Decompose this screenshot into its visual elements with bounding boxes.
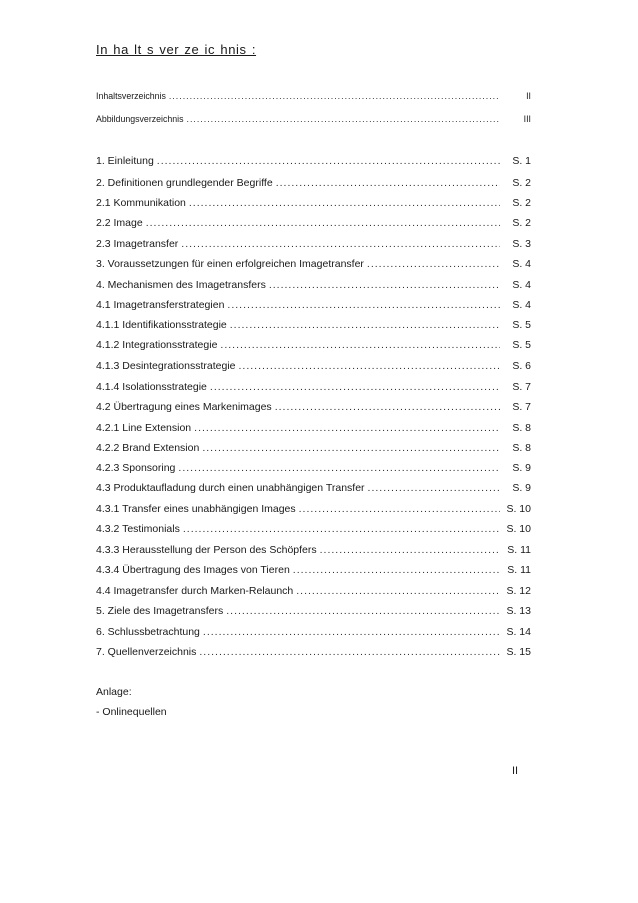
toc-page-number: S. 15	[506, 646, 531, 658]
toc-page-number: S. 2	[512, 217, 531, 229]
toc-label: 4.2.1 Line Extension	[96, 422, 192, 434]
toc-page-number: S. 13	[506, 605, 531, 617]
toc-label: 4.1.3 Desintegrationsstrategie	[96, 360, 236, 372]
toc-leader	[299, 502, 500, 516]
toc-row[interactable]	[96, 176, 531, 190]
toc-row[interactable]	[96, 645, 531, 659]
toc-leader	[276, 176, 500, 190]
toc-label: 7. Quellenverzeichnis	[96, 646, 197, 658]
toc-leader	[178, 461, 500, 475]
toc-leader	[183, 522, 500, 536]
toc-label: 4.1.2 Integrationsstrategie	[96, 339, 218, 351]
toc-leader	[203, 625, 500, 639]
toc-row[interactable]	[96, 196, 531, 210]
toc-page-number: S. 4	[512, 258, 531, 270]
toc-leader	[368, 481, 500, 495]
toc-label: 5. Ziele des Imagetransfers	[96, 605, 224, 617]
toc-page-number: S. 14	[506, 626, 531, 638]
toc-leader	[187, 112, 500, 126]
toc-row[interactable]	[96, 278, 531, 292]
toc-row[interactable]	[96, 298, 531, 312]
toc-page-number: S. 5	[512, 319, 531, 331]
toc-row[interactable]	[96, 441, 531, 455]
toc-label: 4.4 Imagetransfer durch Marken-Relaunch	[96, 585, 294, 597]
toc-row[interactable]	[96, 421, 531, 435]
toc-leader	[296, 584, 500, 598]
annex-item: - Onlinequellen	[96, 706, 167, 718]
toc-page-number: S. 3	[512, 238, 531, 250]
toc-row[interactable]	[96, 461, 531, 475]
toc-row-inhaltsverzeichnis[interactable]	[96, 89, 531, 103]
toc-leader	[239, 359, 501, 373]
toc-row[interactable]	[96, 543, 531, 557]
toc-label: 4.2 Übertragung eines Markenimages	[96, 401, 272, 413]
toc-page-number: S. 1	[512, 155, 531, 167]
toc-leader	[269, 278, 500, 292]
toc-row[interactable]	[96, 257, 531, 271]
toc-row[interactable]	[96, 216, 531, 230]
toc-page-number: S. 8	[512, 422, 531, 434]
toc-page-number: S. 8	[512, 442, 531, 454]
toc-label: 3. Voraussetzungen für einen erfolgreichen Imagetransfer	[96, 258, 364, 270]
toc-leader	[194, 421, 500, 435]
toc-page-number: S. 5	[512, 339, 531, 351]
toc-row[interactable]	[96, 502, 531, 516]
toc-page-number: III	[523, 114, 531, 124]
toc-label: 4.1.1 Identifikationsstrategie	[96, 319, 227, 331]
toc-leader	[227, 298, 500, 312]
toc-label: 4.1 Imagetransferstrategien	[96, 299, 225, 311]
toc-page-number: S. 10	[506, 523, 531, 535]
toc-label: 4.3 Produktaufladung durch einen unabhängigen Transfer	[96, 482, 365, 494]
toc-leader	[202, 441, 500, 455]
toc-label: 6. Schlussbetrachtung	[96, 626, 200, 638]
toc-leader	[230, 318, 500, 332]
toc-row[interactable]	[96, 604, 531, 618]
toc-row[interactable]	[96, 563, 531, 577]
toc-row[interactable]	[96, 522, 531, 536]
toc-page-number: S. 11	[507, 564, 531, 576]
toc-row[interactable]	[96, 584, 531, 598]
toc-leader	[146, 216, 500, 230]
toc-leader	[189, 196, 500, 210]
toc-label: 4.2.2 Brand Extension	[96, 442, 200, 454]
annex-heading: Anlage:	[96, 686, 132, 698]
toc-page-number: S. 12	[506, 585, 531, 597]
toc-label: 4.3.3 Herausstellung der Person des Schöpfers	[96, 544, 317, 556]
toc-page-number: S. 9	[512, 482, 531, 494]
toc-row[interactable]	[96, 338, 531, 352]
toc-label: 2. Definitionen grundlegender Begriffe	[96, 177, 273, 189]
toc-row[interactable]	[96, 380, 531, 394]
toc-label: 4.3.2 Testimonials	[96, 523, 180, 535]
toc-label: 2.3 Imagetransfer	[96, 238, 179, 250]
toc-label: Abbildungsverzeichnis	[96, 114, 184, 124]
toc-leader	[210, 380, 500, 394]
toc-label: 2.1 Kommunikation	[96, 197, 186, 209]
toc-leader	[169, 89, 500, 103]
toc-row[interactable]	[96, 400, 531, 414]
toc-page-number: S. 4	[512, 279, 531, 291]
toc-label: 4.3.4 Übertragung des Images von Tieren	[96, 564, 290, 576]
toc-row[interactable]	[96, 625, 531, 639]
page-title: In ha lt s ver ze ic hnis :	[96, 42, 257, 57]
toc-page-number: II	[526, 91, 531, 101]
toc-label: 4.2.3 Sponsoring	[96, 462, 176, 474]
toc-label: 4.1.4 Isolationsstrategie	[96, 381, 207, 393]
toc-row[interactable]	[96, 359, 531, 373]
toc-row[interactable]	[96, 237, 531, 251]
toc-page-number: S. 2	[512, 177, 531, 189]
toc-leader	[275, 400, 500, 414]
toc-leader	[220, 338, 500, 352]
toc-leader	[181, 237, 500, 251]
toc-row[interactable]	[96, 481, 531, 495]
toc-row[interactable]	[96, 318, 531, 332]
toc-leader	[293, 563, 500, 577]
toc-label: 1. Einleitung	[96, 155, 154, 167]
toc-label: 2.2 Image	[96, 217, 143, 229]
toc-page-number: S. 2	[512, 197, 531, 209]
toc-row[interactable]	[96, 154, 531, 168]
toc-page-number: S. 4	[512, 299, 531, 311]
toc-label: 4. Mechanismen des Imagetransfers	[96, 279, 266, 291]
toc-label: Inhaltsverzeichnis	[96, 91, 166, 101]
toc-page-number: S. 7	[512, 401, 531, 413]
page-number: II	[512, 765, 519, 777]
toc-page-number: S. 10	[506, 503, 531, 515]
toc-leader	[157, 154, 500, 168]
toc-page-number: S. 11	[507, 544, 531, 556]
toc-page-number: S. 9	[512, 462, 531, 474]
toc-leader	[226, 604, 500, 618]
toc-page-number: S. 7	[512, 381, 531, 393]
toc-leader	[320, 543, 500, 557]
toc-row-abbildungsverzeichnis[interactable]	[96, 112, 531, 126]
toc-page-number: S. 6	[512, 360, 531, 372]
toc-leader	[199, 645, 500, 659]
toc-leader	[367, 257, 500, 271]
toc-label: 4.3.1 Transfer eines unabhängigen Images	[96, 503, 296, 515]
